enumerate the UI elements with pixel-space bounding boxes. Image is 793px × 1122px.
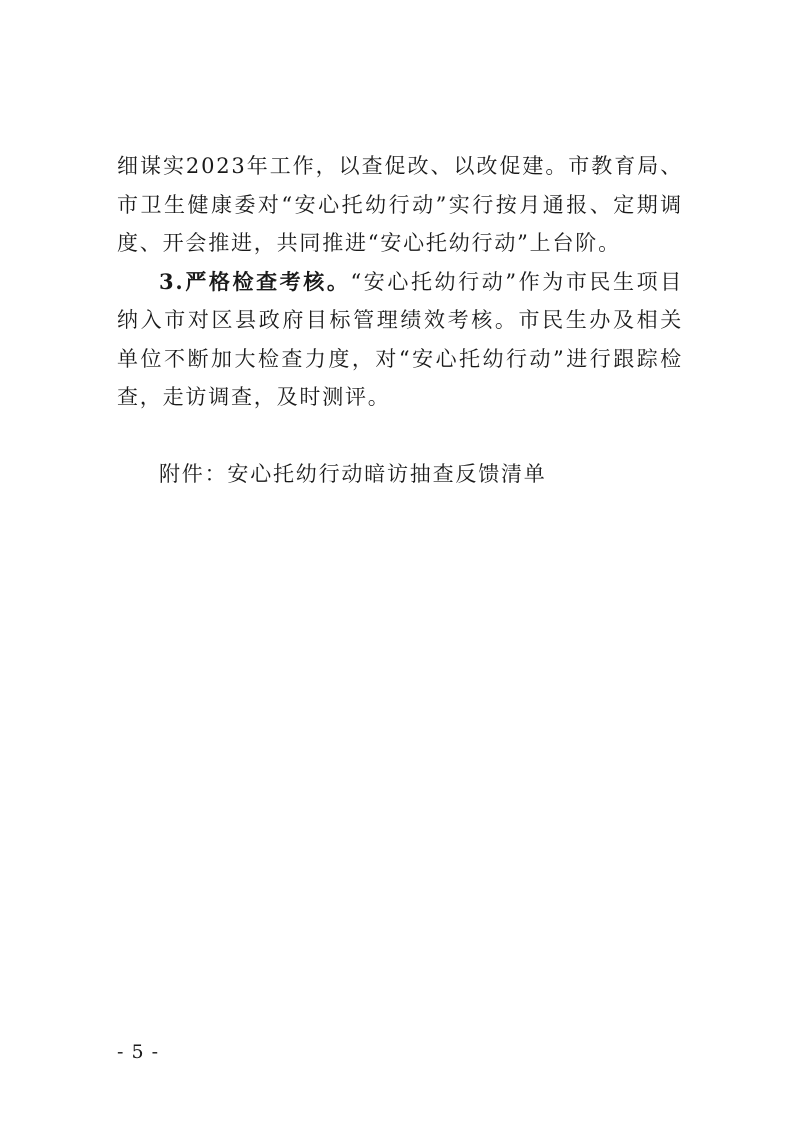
section-3-heading: 3.严格检查考核。 xyxy=(159,268,351,294)
document-body xyxy=(117,147,683,493)
page-number: - 5 - xyxy=(117,1041,160,1063)
paragraph-continuation: 细谋实2023年工作，以查促改、以改促建。市教育局、市卫生健康委对“安心托幼行动”实行按月通报、定期调度、开会推进，共同推进“安心托幼行动”上台阶。 xyxy=(117,154,683,255)
paragraph-section-3 xyxy=(117,263,683,417)
attachment-line: 附件：安心托幼行动暗访抽查反馈清单 xyxy=(159,461,547,486)
section-3-text: “安心托幼行动”作为市民生项目纳入市对区县政府目标管理绩效考核。市民生办及相关单位不断加大检查力度，对“安心托幼行动”进行跟踪检查，走访调查，及时测评。 xyxy=(117,269,683,409)
